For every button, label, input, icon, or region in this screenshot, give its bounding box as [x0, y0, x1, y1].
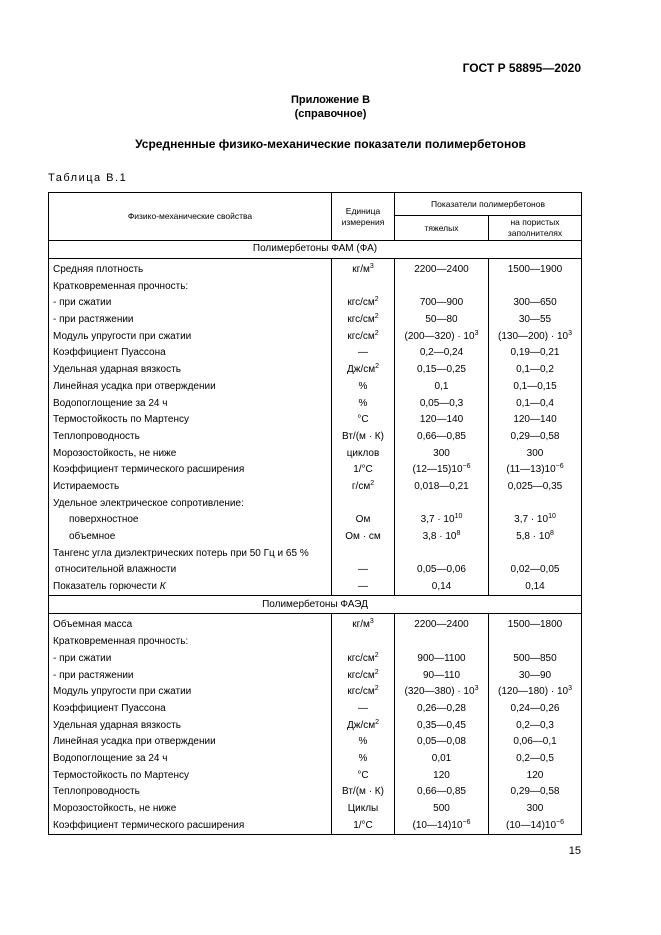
superscript: −6	[462, 463, 471, 471]
property-cell: Кратковременная прочность:	[49, 278, 332, 295]
superscript: 8	[456, 530, 461, 538]
property-cell: Водопоглощение за 24 ч	[49, 395, 332, 412]
superscript: 2	[374, 329, 379, 337]
property-cell: Водопоглощение за 24 ч	[49, 751, 332, 768]
table-row	[49, 545, 582, 562]
porous-value-cell: $(10—14)10^{-6}$	[489, 817, 582, 834]
appendix-subtitle: (справочное)	[294, 108, 367, 120]
header-group: Показатели полимербетонов	[395, 193, 582, 216]
porous-value-cell	[489, 495, 582, 512]
property-cell: Средняя плотность	[49, 258, 332, 278]
property-cell: Кратковременная прочность:	[49, 634, 332, 651]
heavy-value-cell: 2200—2400	[395, 614, 489, 634]
heavy-value-cell: 0,66—0,85	[395, 784, 489, 801]
porous-value-cell: 30—55	[489, 312, 582, 329]
unit-cell: кгс/$см^2$	[332, 667, 395, 684]
porous-value-cell: 120	[489, 767, 582, 784]
superscript: 3	[369, 263, 374, 271]
heavy-value-cell: $3,8 \cdot 10^8$	[395, 529, 489, 546]
porous-value-cell	[489, 545, 582, 562]
table-row	[49, 684, 582, 701]
table-row	[49, 734, 582, 751]
unit-cell: °С	[332, 767, 395, 784]
property-cell: Модуль упругости при сжатии	[49, 328, 332, 345]
property-cell: - при сжатии	[49, 651, 332, 668]
porous-value-cell: 0,19—0,21	[489, 345, 582, 362]
section-row	[49, 241, 582, 259]
unit-cell: кгс/$см^2$	[332, 684, 395, 701]
unit-cell: %	[332, 734, 395, 751]
table-row	[49, 312, 582, 329]
table-row	[49, 445, 582, 462]
property-cell: Термостойкость по Мартенсу	[49, 412, 332, 429]
section-title: Полимербетоны ФАМ (ФА)	[49, 241, 582, 259]
heavy-value-cell: 0,05—0,06	[395, 562, 489, 579]
unit-cell: Вт/(м · К)	[332, 429, 395, 446]
heavy-value-cell: 0,1	[395, 379, 489, 396]
heavy-value-cell: $(12—15)10^{-6}$	[395, 462, 489, 479]
section-title: Полимербетоны ФАЭД	[49, 596, 582, 614]
unit-cell: 1/°С	[332, 462, 395, 479]
unit-cell: —	[332, 562, 395, 579]
unit-cell	[332, 545, 395, 562]
section-row	[49, 596, 582, 614]
table-row	[49, 651, 582, 668]
superscript: 3	[474, 685, 479, 693]
porous-value-cell: 0,29—0,58	[489, 784, 582, 801]
heavy-value-cell: 0,14	[395, 579, 489, 596]
unit-cell: —	[332, 701, 395, 718]
table-row	[49, 717, 582, 734]
superscript: 2	[374, 313, 379, 321]
heavy-value-cell: 50—80	[395, 312, 489, 329]
property-cell: Тангенс угла диэлектрических потерь при 50 Гц и 65 %	[49, 545, 332, 562]
property-cell: Морозостойкость, не ниже	[49, 801, 332, 818]
porous-value-cell: (120—180) · $10^3$	[489, 684, 582, 701]
page-number: 15	[568, 845, 581, 857]
table-row	[49, 634, 582, 651]
heavy-value-cell	[395, 495, 489, 512]
unit-cell: кгс/$см^2$	[332, 328, 395, 345]
table-row	[49, 462, 582, 479]
table-row	[49, 817, 582, 834]
table-row	[49, 362, 582, 379]
unit-cell	[332, 495, 395, 512]
porous-value-cell: 500—850	[489, 651, 582, 668]
table-row	[49, 328, 582, 345]
table-row	[49, 579, 582, 596]
porous-value-cell: 300	[489, 445, 582, 462]
table-row	[49, 767, 582, 784]
appendix-header	[0, 93, 661, 121]
unit-cell	[332, 278, 395, 295]
table-row	[49, 479, 582, 496]
superscript: −6	[555, 463, 564, 471]
superscript: 3	[474, 329, 479, 337]
unit-cell: $кг/м^3$	[332, 614, 395, 634]
superscript: 2	[374, 296, 379, 304]
heavy-value-cell: 700—900	[395, 295, 489, 312]
table-row	[49, 379, 582, 396]
table-row	[49, 429, 582, 446]
heavy-value-cell: 0,05—0,3	[395, 395, 489, 412]
porous-value-cell: 0,025—0,35	[489, 479, 582, 496]
porous-value-cell: 0,1—0,2	[489, 362, 582, 379]
porous-value-cell: 0,2—0,3	[489, 717, 582, 734]
unit-cell: кгс/$см^2$	[332, 295, 395, 312]
property-cell: Коэффициент Пуассона	[49, 345, 332, 362]
table-row	[49, 495, 582, 512]
property-cell: Коэффициент термического расширения	[49, 462, 332, 479]
porous-value-cell: 1500—1900	[489, 258, 582, 278]
porous-value-cell: 300	[489, 801, 582, 818]
unit-cell: %	[332, 379, 395, 396]
heavy-value-cell: 0,35—0,45	[395, 717, 489, 734]
table-row	[49, 529, 582, 546]
heavy-value-cell: $3,7 \cdot 10^{10}$	[395, 512, 489, 529]
heavy-value-cell	[395, 634, 489, 651]
heavy-value-cell	[395, 545, 489, 562]
table-row	[49, 512, 582, 529]
property-cell: Объемная масса	[49, 614, 332, 634]
unit-cell: —	[332, 345, 395, 362]
heavy-value-cell: 0,2—0,24	[395, 345, 489, 362]
property-cell: - при растяжении	[49, 667, 332, 684]
property-cell: - при сжатии	[49, 295, 332, 312]
superscript: 10	[454, 513, 463, 521]
table-row	[49, 614, 582, 634]
superscript: 3	[369, 618, 374, 626]
heavy-value-cell: 300	[395, 445, 489, 462]
porous-value-cell	[489, 278, 582, 295]
unit-cell: кгс/$см^2$	[332, 651, 395, 668]
table-row	[49, 562, 582, 579]
heavy-value-cell: 0,26—0,28	[395, 701, 489, 718]
table-row	[49, 801, 582, 818]
header-porous: на пористых заполнителях	[489, 216, 582, 241]
heavy-value-cell: 0,66—0,85	[395, 429, 489, 446]
unit-cell: $г/см^2$	[332, 479, 395, 496]
porous-value-cell: $3,7 \cdot 10^{10}$	[489, 512, 582, 529]
unit-cell: %	[332, 395, 395, 412]
heavy-value-cell: 0,018—0,21	[395, 479, 489, 496]
superscript: 2	[375, 363, 380, 371]
table-row	[49, 278, 582, 295]
unit-cell: $Дж/см^2$	[332, 717, 395, 734]
unit-cell: $Дж/см^2$	[332, 362, 395, 379]
header-unit: Единица измерения	[332, 193, 395, 241]
property-cell: - при растяжении	[49, 312, 332, 329]
header-property: Физико-механические свойства	[49, 193, 332, 241]
property-cell: Теплопроводность	[49, 784, 332, 801]
table-row	[49, 295, 582, 312]
table-row	[49, 345, 582, 362]
porous-value-cell: 0,1—0,4	[489, 395, 582, 412]
superscript: 2	[374, 685, 379, 693]
heavy-value-cell: $(10—14)10^{-6}$	[395, 817, 489, 834]
porous-value-cell: (130—200) · $10^3$	[489, 328, 582, 345]
porous-value-cell: 1500—1800	[489, 614, 582, 634]
heavy-value-cell: 900—1100	[395, 651, 489, 668]
superscript: 3	[568, 329, 572, 337]
heavy-value-cell: 0,15—0,25	[395, 362, 489, 379]
porous-value-cell: 0,1—0,15	[489, 379, 582, 396]
section-heading: Усредненные физико-механические показатели полимербетонов	[135, 137, 526, 151]
superscript: 2	[370, 479, 375, 487]
heavy-value-cell: (320—380) · $10^3$	[395, 684, 489, 701]
heavy-value-cell: 500	[395, 801, 489, 818]
porous-value-cell: 0,14	[489, 579, 582, 596]
heavy-value-cell: 0,01	[395, 751, 489, 768]
header-heavy: тяжелых	[395, 216, 489, 241]
unit-cell: кгс/$см^2$	[332, 312, 395, 329]
table-row	[49, 395, 582, 412]
porous-value-cell: $(11—13)10^{-6}$	[489, 462, 582, 479]
superscript: 2	[374, 668, 379, 676]
table-row	[49, 751, 582, 768]
heavy-value-cell: 120—140	[395, 412, 489, 429]
porous-value-cell: 120—140	[489, 412, 582, 429]
porous-value-cell: $5,8 \cdot 10^8$	[489, 529, 582, 546]
porous-value-cell: 300—650	[489, 295, 582, 312]
heavy-value-cell: 120	[395, 767, 489, 784]
unit-cell: —	[332, 579, 395, 596]
porous-value-cell: 0,24—0,26	[489, 701, 582, 718]
property-cell: Истираемость	[49, 479, 332, 496]
porous-value-cell	[489, 634, 582, 651]
property-cell: Показатель горючести К	[49, 579, 332, 596]
appendix-title: Приложение В	[290, 94, 371, 106]
superscript: −6	[462, 818, 471, 826]
property-cell: Удельная ударная вязкость	[49, 362, 332, 379]
superscript: 2	[374, 651, 379, 659]
property-cell: поверхностное	[49, 512, 332, 529]
unit-cell: Вт/(м · К)	[332, 784, 395, 801]
table-body	[49, 241, 582, 835]
property-cell: Морозостойкость, не ниже	[49, 445, 332, 462]
property-cell: Теплопроводность	[49, 429, 332, 446]
property-cell: Коэффициент Пуассона	[49, 701, 332, 718]
property-cell: Линейная усадка при отверждении	[49, 734, 332, 751]
unit-cell: Ом · см	[332, 529, 395, 546]
unit-cell: Ом	[332, 512, 395, 529]
property-cell: Термостойкость по Мартенсу	[49, 767, 332, 784]
property-cell: Линейная усадка при отверждении	[49, 379, 332, 396]
table-label: Таблица В.1	[48, 172, 128, 184]
porous-value-cell: 0,02—0,05	[489, 562, 582, 579]
heavy-value-cell: 90—110	[395, 667, 489, 684]
superscript: 10	[548, 513, 556, 521]
properties-table	[48, 192, 582, 835]
property-cell: относительной влажности	[49, 562, 332, 579]
heavy-value-cell: 0,05—0,08	[395, 734, 489, 751]
property-cell: Модуль упругости при сжатии	[49, 684, 332, 701]
table-row	[49, 701, 582, 718]
unit-cell: °С	[332, 412, 395, 429]
heavy-value-cell: 2200—2400	[395, 258, 489, 278]
heavy-value-cell	[395, 278, 489, 295]
property-cell: объемное	[49, 529, 332, 546]
superscript: 3	[568, 685, 572, 693]
property-cell: Удельная ударная вязкость	[49, 717, 332, 734]
unit-cell: $кг/м^3$	[332, 258, 395, 278]
unit-cell: 1/°С	[332, 817, 395, 834]
heavy-value-cell: (200—320) · $10^3$	[395, 328, 489, 345]
unit-cell: Циклы	[332, 801, 395, 818]
superscript: −6	[556, 818, 565, 826]
unit-cell: %	[332, 751, 395, 768]
unit-cell: циклов	[332, 445, 395, 462]
property-cell: Удельное электрическое сопротивление:	[49, 495, 332, 512]
porous-value-cell: 0,06—0,1	[489, 734, 582, 751]
document-code: ГОСТ Р 58895—2020	[462, 61, 581, 75]
property-cell: Коэффициент термического расширения	[49, 817, 332, 834]
superscript: 8	[550, 530, 554, 538]
porous-value-cell: 0,29—0,58	[489, 429, 582, 446]
table-row	[49, 667, 582, 684]
porous-value-cell: 0,2—0,5	[489, 751, 582, 768]
superscript: 2	[375, 718, 380, 726]
table-row	[49, 784, 582, 801]
table-row	[49, 412, 582, 429]
porous-value-cell: 30—90	[489, 667, 582, 684]
property-symbol: К	[159, 581, 166, 593]
table-row	[49, 258, 582, 278]
unit-cell	[332, 634, 395, 651]
